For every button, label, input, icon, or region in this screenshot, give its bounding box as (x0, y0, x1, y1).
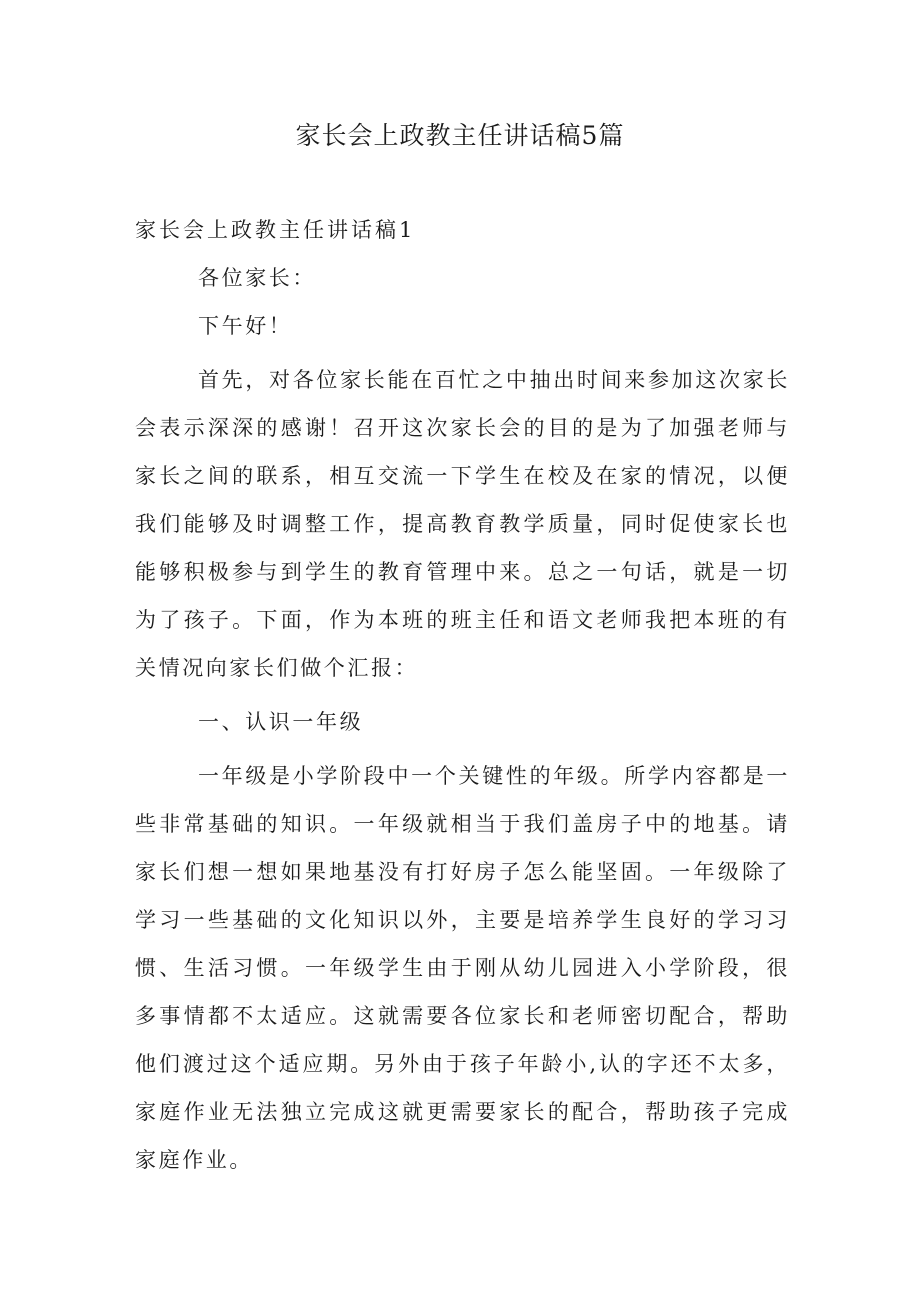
document-body (135, 260, 790, 1196)
document-title: 家长会上政教主任讲话稿5篇 (295, 121, 625, 150)
greeting-paragraph: 各位家长： (198, 266, 316, 290)
section-title: 家长会上政教主任讲话稿1 (135, 218, 416, 242)
intro-paragraph: 首先，对各位家长能在百忙之中抽出时间来参加这次家长会表示深深的感谢！召开这次家长会的目的是为了加强老师与家长之间的联系，相互交流一下学生在校及在家的情况，以便我们能够及时调整工作，提高教育教学质量，同时促使家长也能够积极参与到学生的教育管理中来。总之一句话，就是一切为了孩子。下面，作为本班的班主任和语文老师我把本班的有关情况向家长们做个汇报： (135, 368, 790, 680)
salutation-paragraph: 下午好！ (198, 314, 293, 338)
body-paragraph: 一年级是小学阶段中一个关键性的年级。所学内容都是一些非常基础的知识。一年级就相当于我们盖房子中的地基。请家长们想一想如果地基没有打好房子怎么能坚固。一年级除了学习一些基础的文化知识以外，主要是培养学生良好的学习习惯、生活习惯。一年级学生由于刚从幼儿园进入小学阶段，很多事情都不太适应。这就需要各位家长和老师密切配合，帮助他们渡过这个适应期。另外由于孩子年龄小,认的字还不太多，家庭作业无法独立完成这就更需要家长的配合，帮助孩子完成家庭作业。 (135, 764, 790, 1172)
subheading-paragraph: 一、认识一年级 (198, 710, 364, 734)
